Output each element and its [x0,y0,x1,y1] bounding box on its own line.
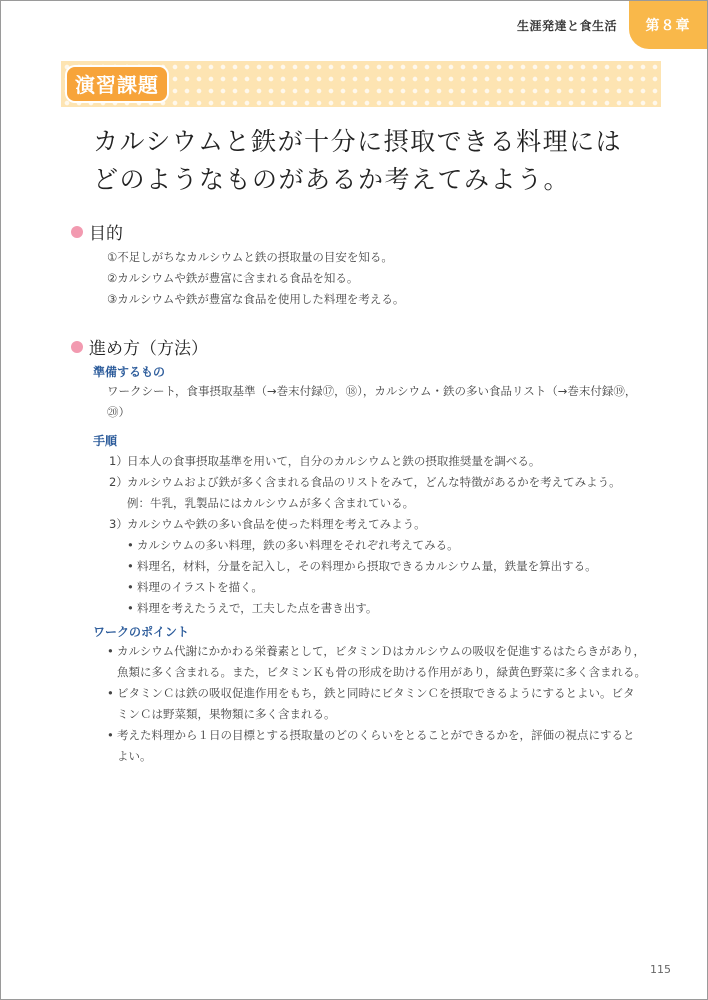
headline-line-1: カルシウムと鉄が十分に摂取できる料理には [93,127,623,156]
points-heading: ワークのポイント [93,625,190,639]
exercise-banner-label: 演習課題 [67,67,167,101]
step-item [109,514,669,535]
step-number: 2） [109,475,128,489]
sub-bullet-item: • 料理を考えたうえで，工夫した点を書き出す。 [109,598,669,619]
exercise-headline [93,123,622,199]
point-item: • 考えた料理から１日の目標とする摂取量のどのくらいをとることができるかを，評価の視点にすると よい。 [107,725,667,767]
step-item [109,472,669,493]
step-text: 日本人の食事摂取基準を用いて，自分のカルシウムと鉄の摂取推奨量を調べる。 [127,454,541,468]
purpose-item: ③カルシウムや鉄が豊富な食品を使用した料理を考える。 [107,292,405,306]
step-number: 1） [109,454,128,468]
step-item [109,451,669,472]
purpose-item: ②カルシウムや鉄が豊富に含まれる食品を知る。 [107,271,359,285]
sub-bullet-item: • 料理のイラストを描く。 [109,577,669,598]
bullet-icon: • [107,644,114,658]
method-heading-text: 進め方（方法） [89,339,208,359]
purpose-heading-text: 目的 [89,224,123,244]
point-item: • カルシウム代謝にかかわる栄養素として，ビタミンＤはカルシウムの吸収を促進するはたらきがあり， 魚類に多く含まれる。また，ビタミンＫも骨の形成を助ける作用があり，緑黄色野菜に多く含まれる。 [107,641,667,683]
prep-text [107,381,667,423]
step-example: 例：牛乳，乳製品にはカルシウムが多く含まれている。 [127,496,415,510]
prep-heading: 準備するもの [93,365,166,379]
bullet-dot-icon [71,226,83,238]
bullet-icon: • [127,601,134,615]
prep-line: ワークシート，食事摂取基準（→巻末付録⑰，⑱），カルシウム・鉄の多い食品リスト（→巻末付録⑲， [107,384,637,398]
step-number: 3） [109,517,128,531]
bullet-icon: • [107,728,114,742]
sub-bullet-item: • カルシウムの多い料理，鉄の多い料理をそれぞれ考えてみる。 [109,535,669,556]
headline-line-2: どのようなものがあるか考えてみよう。 [93,165,571,194]
step-text: カルシウムや鉄の多い食品を使った料理を考えてみよう。 [127,517,426,531]
page-number: 115 [650,963,671,976]
bullet-icon: • [107,686,114,700]
method-heading [71,334,208,359]
chapter-header [517,1,707,49]
prep-line: ⑳） [107,405,130,419]
steps-heading: 手順 [93,434,118,448]
bullet-icon: • [127,580,134,594]
bullet-icon: • [127,538,134,552]
section-title: 生涯発達と食生活 [516,18,617,33]
sub-bullet-item: • 料理名，材料，分量を記入し，その料理から摂取できるカルシウム量，鉄量を算出する。 [109,556,669,577]
bullet-dot-icon [71,341,83,353]
point-item: • ビタミンＣは鉄の吸収促進作用をもち，鉄と同時にビタミンＣを摂取できるようにするとよい。ビタ ミンＣは野菜類，果物類に多く含まれる。 [107,683,667,725]
purpose-heading [71,219,123,244]
steps-list [109,451,669,619]
step-text: カルシウムおよび鉄が多く含まれる食品のリストをみて，どんな特徴があるかを考えてみよう。 [127,475,621,489]
bullet-icon: • [127,559,134,573]
points-list [107,641,667,767]
purpose-item: ①不足しがちなカルシウムと鉄の摂取量の目安を知る。 [107,250,393,264]
chapter-badge: 第８章 [629,1,707,49]
purpose-list [107,247,404,310]
